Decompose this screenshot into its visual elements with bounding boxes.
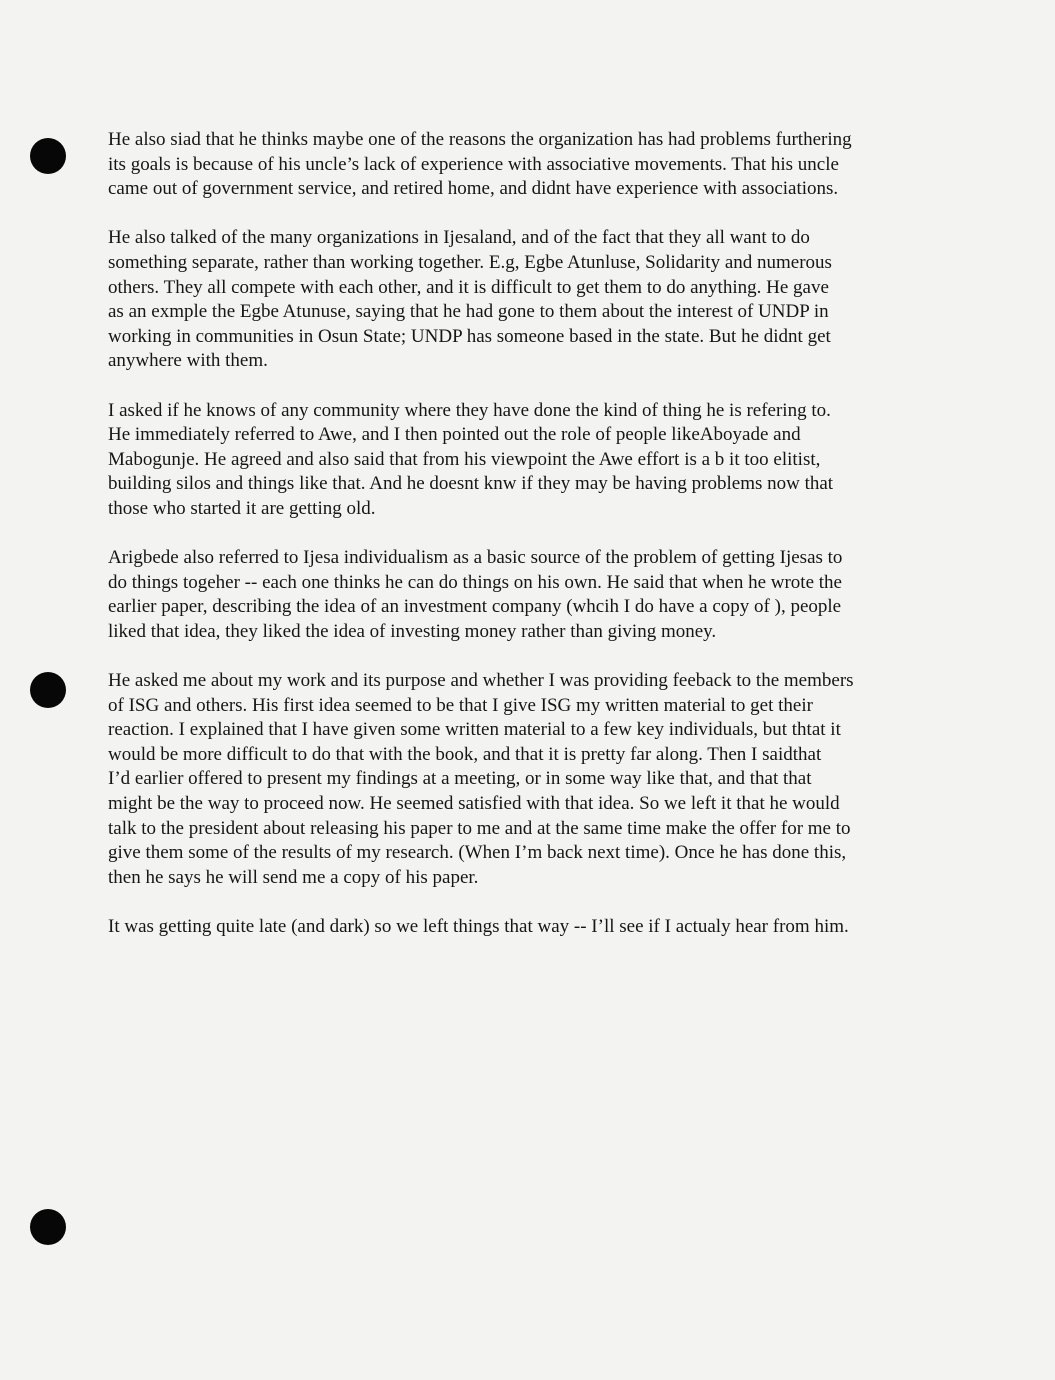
punch-hole-bottom bbox=[30, 1209, 66, 1245]
paragraph-uncle-experience: He also siad that he thinks maybe one of the reasons the organization has had problems furthering its goals is because of his uncle’s lack of experience with associative movements. That his uncle came out of government service, and retired home, and didnt have experience with associations. bbox=[108, 129, 852, 200]
paragraph-ijesa-individualism: Arigbede also referred to Ijesa individualism as a basic source of the problem of getting Ijesas to do things togeher -- each one thinks he can do things on his own. He said that when he wrote the earlier paper, describing the idea of an investment company (whcih I do have a copy of ), people liked that idea, they liked the idea of investing money rather than giving money. bbox=[108, 547, 843, 642]
paragraph-closing: It was getting quite late (and dark) so we left things that way -- I’ll see if I actualy hear from him. bbox=[108, 916, 849, 937]
paragraph-work-feedback: He asked me about my work and its purpose and whether I was providing feeback to the members of ISG and others. His first idea seemed to be that I give ISG my written material to get their reaction. I explained that I have given some written material to a few key individuals, but thtat it would be more difficult to do that with the book, and that it is pretty far along. Then I saidthat I’d earlier offered to present my findings at a meeting, or in some way like that, and that that might be the way to proceed now. He seemed satisfied with that idea. So we left it that he would talk to the president about releasing his paper to me and at the same time make the offer for me to give them some of the results of my research. (When I’m back next time). Once he has done this, then he says he will send me a copy of his paper. bbox=[108, 670, 854, 888]
punch-hole-top bbox=[30, 138, 66, 174]
document-body bbox=[108, 128, 924, 964]
punch-hole-middle bbox=[30, 672, 66, 708]
paragraph-organizations-ijesaland: He also talked of the many organizations in Ijesaland, and of the fact that they all want to do something separate, rather than working together. E.g, Egbe Atunluse, Solidarity and numerous others. They all compete with each other, and it is difficult to get them to do anything. He gave as an exmple the Egbe Atunuse, saying that he had gone to them about the interest of UNDP in working in communities in Osun State; UNDP has someone based in the state. But he didnt get anywhere with them. bbox=[108, 227, 832, 372]
paragraph-awe-community: I asked if he knows of any community where they have done the kind of thing he is refering to. He immediately referred to Awe, and I then pointed out the role of people likeAboyade and Mabogunje. He agreed and also said that from his viewpoint the Awe effort is a b it too elitist, building silos and things like that. And he doesnt knw if they may be having problems now that those who started it are getting old. bbox=[108, 399, 834, 519]
